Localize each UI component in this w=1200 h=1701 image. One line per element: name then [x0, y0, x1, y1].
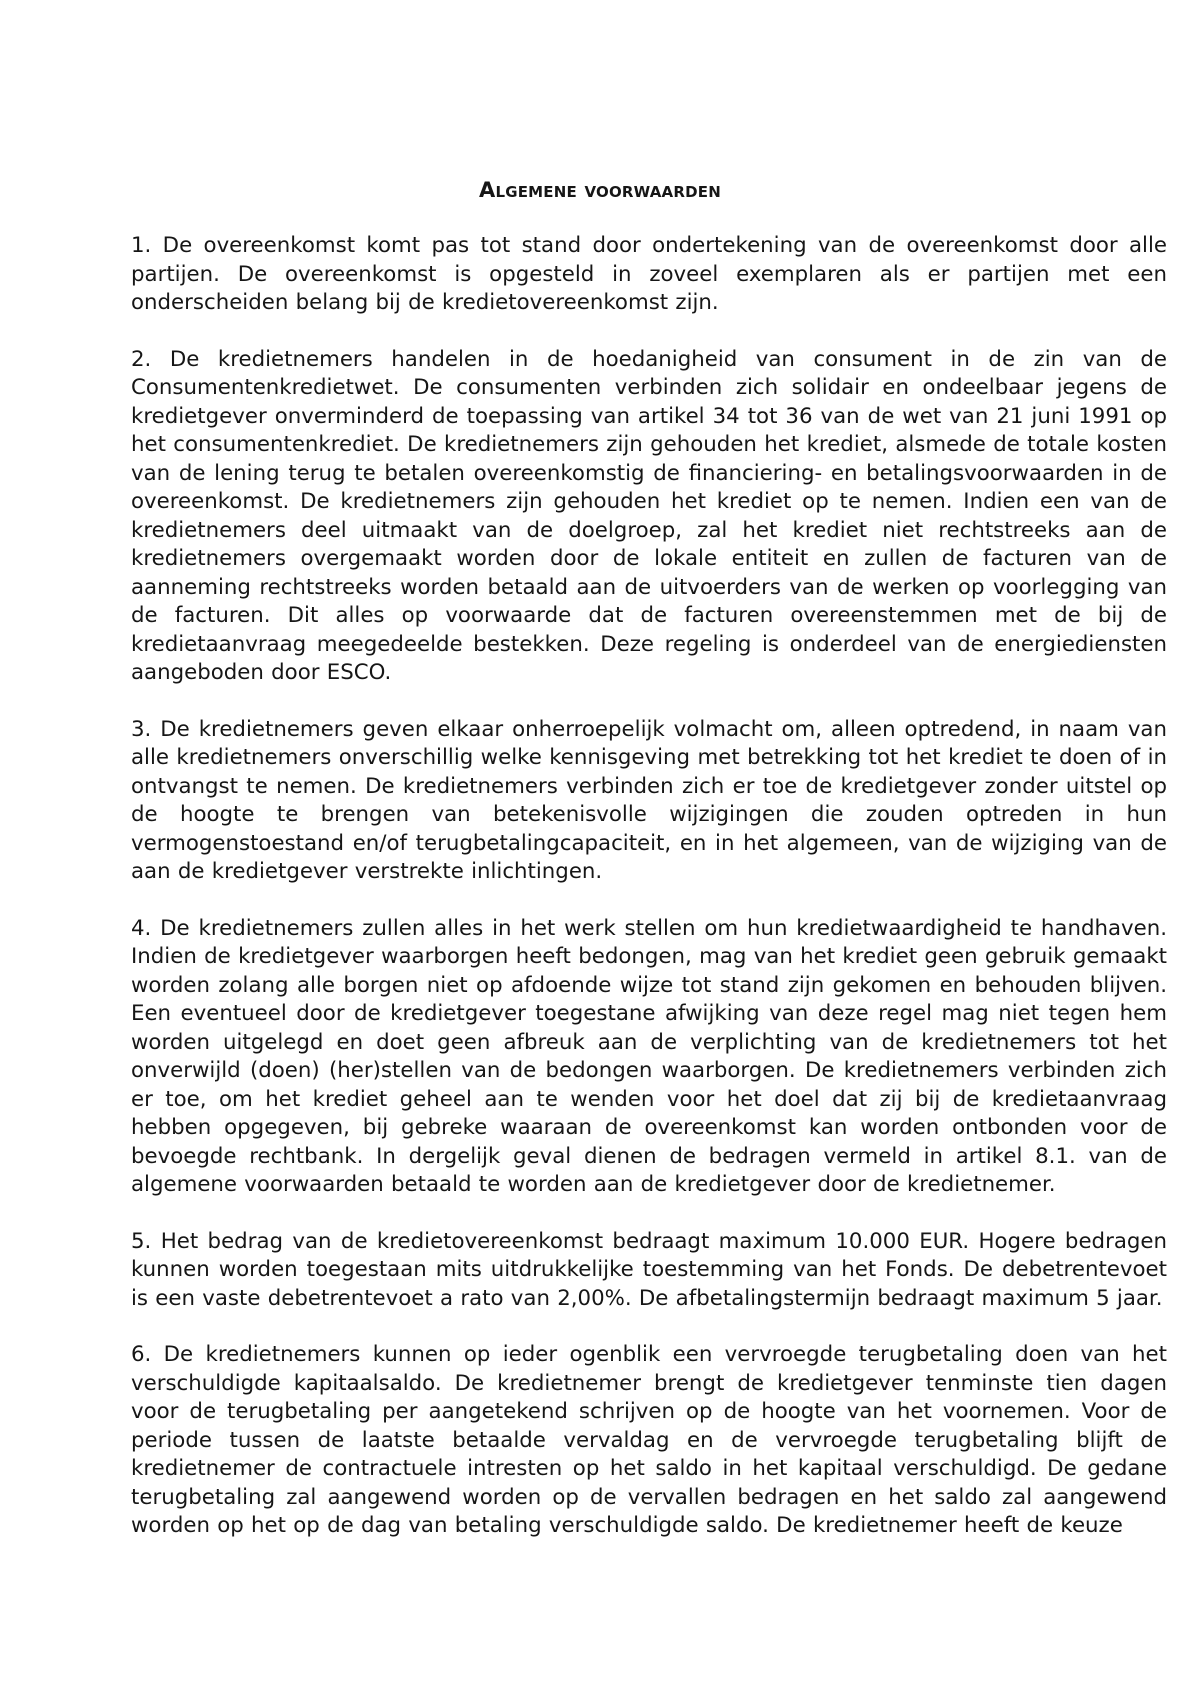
- paragraph-4: 4. De kredietnemers zullen alles in het werk stellen om hun kredietwaardigheid te handhaven. Indien de kredietgever waarborgen heeft bedongen, mag van het krediet geen gebruik gemaakt worden zolang alle borgen niet op afdoende wijze tot stand zijn gekomen en behouden blijven. Een eventueel door de kredietgever toegestane afwijking van deze regel mag niet tegen hem worden uitgelegd en doet geen afbreuk aan de verplichting van de kredietnemers tot het onverwijld (doen) (her)stellen van de bedongen waarborgen. De kredietnemers verbinden zich er toe, om het krediet geheel aan te wenden voor het doel dat zij bij de kredietaanvraag hebben opgegeven, bij gebreke waaraan de overeenkomst kan worden ontbonden voor de bevoegde rechtbank. In dergelijk geval dienen de bedragen vermeld in artikel 8.1. van de algemene voorwaarden betaald te worden aan de kredietgever door de kredietnemer.: [131, 915, 1167, 1197]
- paragraph-3: 3. De kredietnemers geven elkaar onherroepelijk volmacht om, alleen optredend, in naam van alle kredietnemers onverschillig welke kennisgeving met betrekking tot het krediet te doen of in ontvangst te nemen. De kredietnemers verbinden zich er toe de kredietgever zonder uitstel op de hoogte te brengen van betekenisvolle wijzigingen die zouden optreden in hun vermogenstoestand en/of terugbetalingcapaciteit, en in het algemeen, van de wijziging van de aan de kredietgever verstrekte inlichtingen.: [131, 716, 1167, 884]
- paragraph-6: 6. De kredietnemers kunnen op ieder ogenblik een vervroegde terugbetaling doen van het verschuldigde kapitaalsaldo. De kredietnemer brengt de kredietgever tenminste tien dagen voor de terugbetaling per aangetekend schrijven op de hoogte van het voornemen. Voor de periode tussen de laatste betaalde vervaldag en de vervroegde terugbetaling blijft de kredietnemer de contractuele intresten op het saldo in het kapitaal verschuldigd. De gedane terugbetaling zal aangewend worden op de vervallen bedragen en het saldo zal aangewend worden op het op de dag van betaling verschuldigde saldo. De kredietnemer heeft de keuze: [131, 1342, 1167, 1538]
- paragraph-2: 2. De kredietnemers handelen in de hoedanigheid van consument in de zin van de Consumentenkredietwet. De consumenten verbinden zich solidair en ondeelbaar jegens de kredietgever onverminderd de toepassing van artikel 34 tot 36 van de wet van 21 juni 1991 op het consumentenkrediet. De kredietnemers zijn gehouden het krediet, alsmede de totale kosten van de lening terug te betalen overeenkomstig de financiering- en betalingsvoorwaarden in de overeenkomst. De kredietnemers zijn gehouden het krediet op te nemen. Indien een van de kredietnemers deel uitmaakt van de doelgroep, zal het krediet niet rechtstreeks aan de kredietnemers overgemaakt worden door de lokale entiteit en zullen de facturen van de aanneming rechtstreeks worden betaald aan de uitvoerders van de werken op voorlegging van de facturen. Dit alles op voorwaarde dat de facturen overeenstemmen met de bij de kredietaanvraag meegedeelde bestekken. Deze regeling is onderdeel van de energiediensten aangeboden door ESCO.: [131, 346, 1167, 685]
- paragraph-5: 5. Het bedrag van de kredietovereenkomst bedraagt maximum 10.000 EUR. Hogere bedragen kunnen worden toegestaan mits uitdrukkelijke toestemming van het Fonds. De debetrentevoet is een vaste debetrentevoet a rato van 2,00%. De afbetalingstermijn bedraagt maximum 5 jaar.: [131, 1228, 1167, 1311]
- document-title: Algemene voorwaarden: [479, 178, 721, 202]
- document-body: [131, 232, 1167, 1569]
- paragraph-1: 1. De overeenkomst komt pas tot stand door ondertekening van de overeenkomst door alle partijen. De overeenkomst is opgesteld in zoveel exemplaren als er partijen met een onderscheiden belang bij de kredietovereenkomst zijn.: [131, 233, 1167, 315]
